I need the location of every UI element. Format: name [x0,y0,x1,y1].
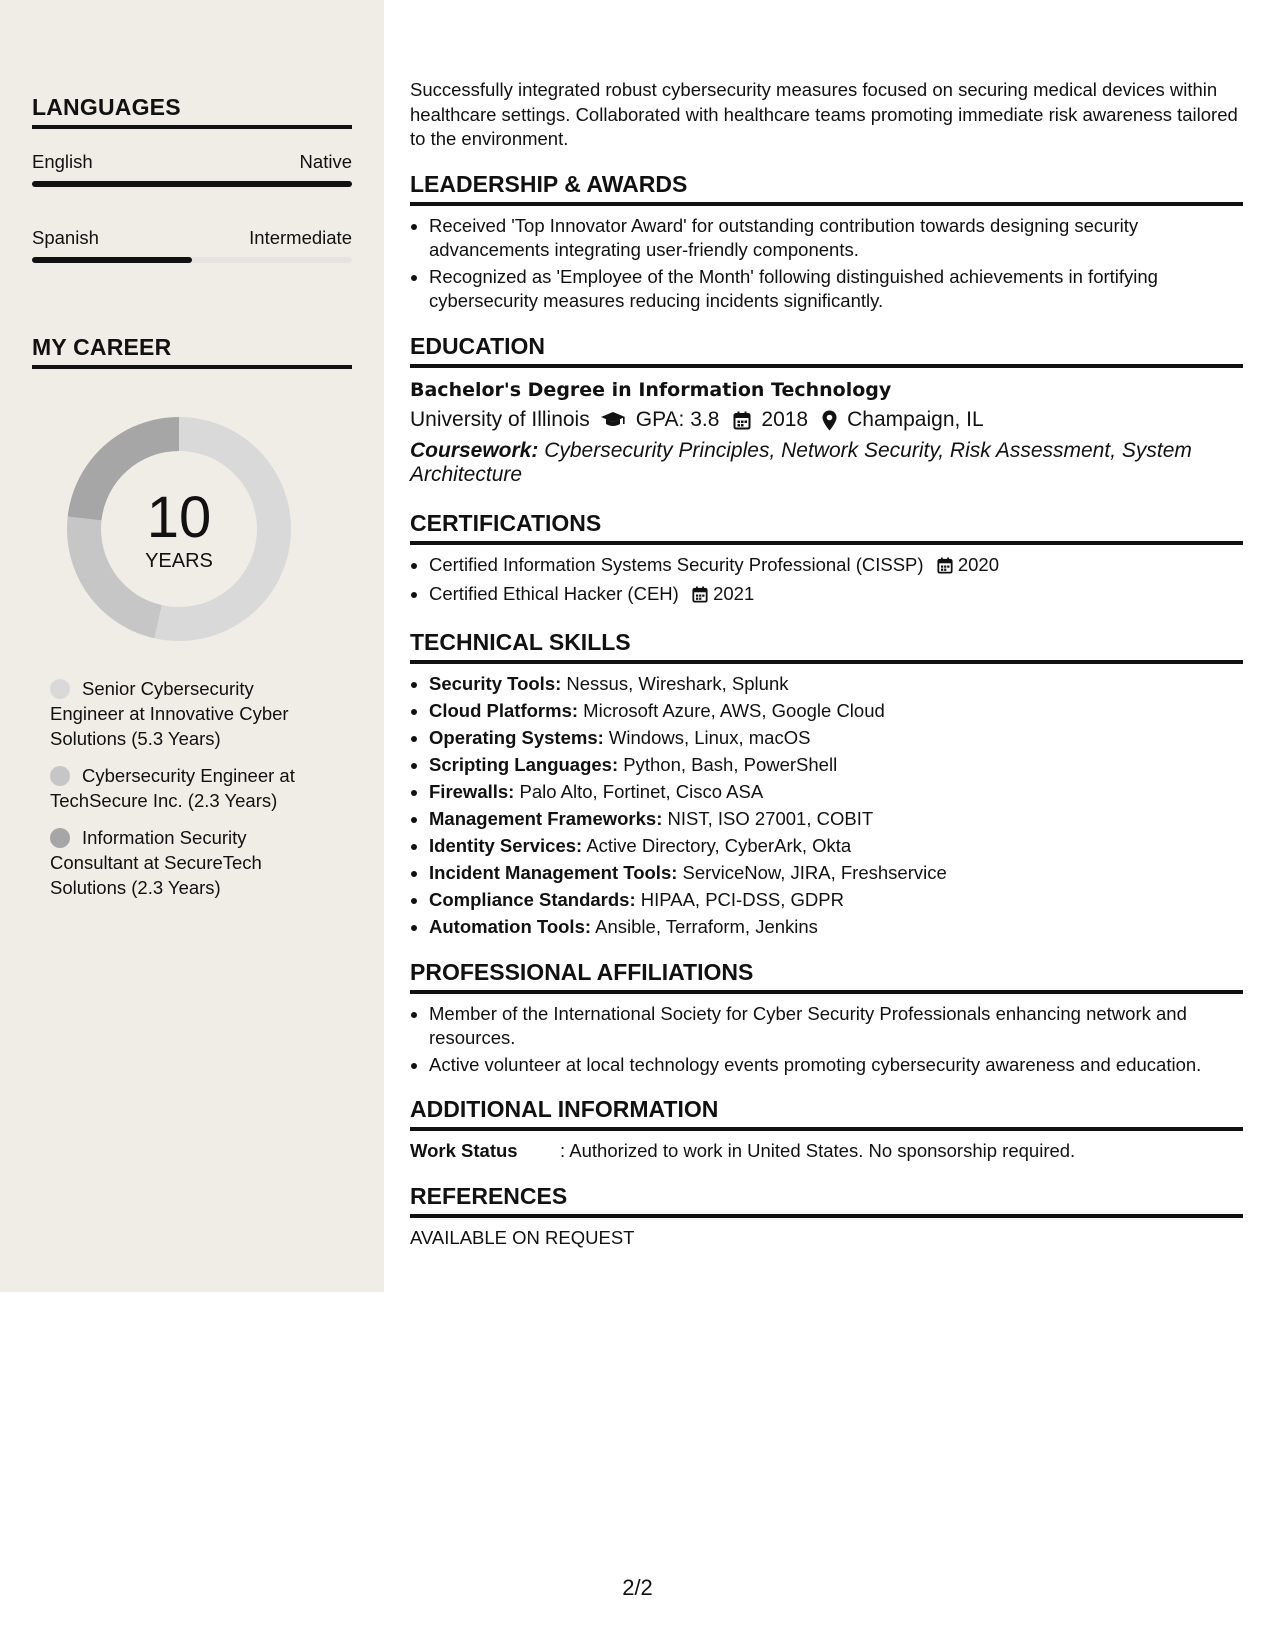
sidebar [0,0,384,1292]
career-legend-item [50,676,320,751]
skill-item [429,780,1243,805]
career-title: MY CAREER [32,334,352,369]
skill-label: Firewalls: [429,780,515,802]
skill-value: ServiceNow, JIRA, Freshservice [682,862,947,884]
language-proficiency-bar [32,257,352,263]
certification-year: 2020 [957,553,999,575]
skill-label: Identity Services: [429,835,583,857]
education-school: University of Illinois [410,408,590,431]
legend-dot [50,828,70,848]
legend-dot [50,679,70,699]
main-content [410,78,1243,1250]
career-legend [50,676,320,912]
language-name: English [32,151,93,172]
skill-label: Incident Management Tools: [429,862,678,884]
education-gpa: GPA: 3.8 [635,408,720,431]
skill-item [429,753,1243,778]
affiliations-list [410,1002,1243,1078]
skill-value: Nessus, Wireshark, Splunk [566,672,789,694]
language-level: Native [299,151,352,172]
skill-label: Security Tools: [429,672,562,694]
skill-item [429,915,1243,940]
leadership-title: LEADERSHIP & AWARDS [410,170,1243,206]
skill-label: Operating Systems: [429,726,604,748]
skill-item [429,726,1243,751]
legend-dot [50,766,70,786]
skill-value: Palo Alto, Fortinet, Cisco ASA [519,780,764,802]
additional-info-title: ADDITIONAL INFORMATION [410,1095,1243,1131]
skill-label: Scripting Languages: [429,753,619,775]
coursework-text: Cybersecurity Principles, Network Security, Risk Assessment, System Architecture [410,438,1192,486]
languages-title: LANGUAGES [32,94,352,129]
list-item: • Received 'Top Innovator Award' for outstanding contribution towards designing security advancements integrating user-friendly components. [429,214,1243,263]
references-text: AVAILABLE ON REQUEST [410,1226,635,1248]
page-number: 2/2 [622,1575,653,1600]
calendar-icon [937,556,953,581]
languages-section [32,94,352,263]
leadership-list [410,214,1243,314]
skill-value: Microsoft Azure, AWS, Google Cloud [583,699,885,721]
skills-list [410,672,1243,940]
skill-item [429,672,1243,697]
education-title: EDUCATION [410,332,1243,368]
references-title: REFERENCES [410,1182,1243,1218]
education-year: 2018 [761,408,809,431]
education-coursework [410,439,1243,487]
skill-value: Python, Bash, PowerShell [623,753,838,775]
skill-label: Automation Tools: [429,916,592,938]
career-legend-label: Senior Cybersecurity Engineer at Innovative Cyber Solutions (5.3 Years) [50,678,289,749]
career-total-years: 10 [146,485,212,550]
skill-item [429,861,1243,886]
language-proficiency-fill [32,257,192,263]
skill-label: Compliance Standards: [429,889,636,911]
language-proficiency-fill [32,181,352,187]
skill-item [429,807,1243,832]
certification-year: 2021 [713,583,755,604]
certification-name: Certified Information Systems Security Professional (CISSP) [429,553,924,575]
list-item: • Member of the International Society for Cyber Security Professionals enhancing network and resources. [429,1002,1243,1051]
skill-value: Active Directory, CyberArk, Okta [586,835,852,857]
skill-value: Ansible, Terraform, Jenkins [595,916,818,938]
skill-value: Windows, Linux, macOS [608,726,811,748]
coursework-label: Coursework: [410,438,539,462]
location-pin-icon [822,408,837,433]
career-legend-label: Cybersecurity Engineer at TechSecure Inc. (2.3 Years) [50,765,295,811]
work-status-label: Work Status [410,1140,518,1162]
career-donut-chart [66,416,292,642]
language-item [32,227,352,263]
career-legend-item [50,825,320,900]
education-meta [410,408,1243,433]
certification-name: Certified Ethical Hacker (CEH) [429,583,679,604]
skill-value: NIST, ISO 27001, COBIT [667,807,874,829]
career-legend-label: Information Security Consultant at SecureTech Solutions (2.3 Years) [50,827,262,898]
language-proficiency-bar [32,181,352,187]
education-degree: Bachelor's Degree in Information Technology [410,378,892,401]
skill-item [429,699,1243,724]
career-years-label: YEARS [145,550,213,572]
skill-item [429,834,1243,859]
career-section [32,334,352,369]
career-legend-item [50,763,320,813]
list-item [429,582,1243,610]
calendar-icon [733,408,751,433]
skill-item [429,888,1243,913]
list-item [429,553,1243,581]
work-status-value: : Authorized to work in United States. No sponsorship required. [560,1140,1076,1162]
work-status-row [410,1139,1243,1164]
certifications-title: CERTIFICATIONS [410,509,1243,545]
skill-value: HIPAA, PCI-DSS, GDPR [640,889,844,911]
graduation-cap-icon [600,408,626,433]
skill-label: Cloud Platforms: [429,699,579,721]
language-name: Spanish [32,227,99,248]
language-item [32,151,352,187]
language-level: Intermediate [249,227,352,248]
intro-paragraph: Successfully integrated robust cybersecurity measures focused on securing medical devices within healthcare settings. Collaborated with healthcare teams promoting immediate risk awareness tailored to the environment. [410,79,1238,149]
skill-label: Management Frameworks: [429,807,663,829]
calendar-icon [692,585,708,610]
education-location: Champaign, IL [847,408,984,431]
list-item: • Active volunteer at local technology events promoting cybersecurity awareness and education. [429,1053,1243,1078]
certifications-list [410,553,1243,610]
affiliations-title: PROFESSIONAL AFFILIATIONS [410,958,1243,994]
list-item: • Recognized as 'Employee of the Month' following distinguished achievements in fortifying cybersecurity measures reducing incidents significantly. [429,265,1243,314]
skills-title: TECHNICAL SKILLS [410,628,1243,664]
